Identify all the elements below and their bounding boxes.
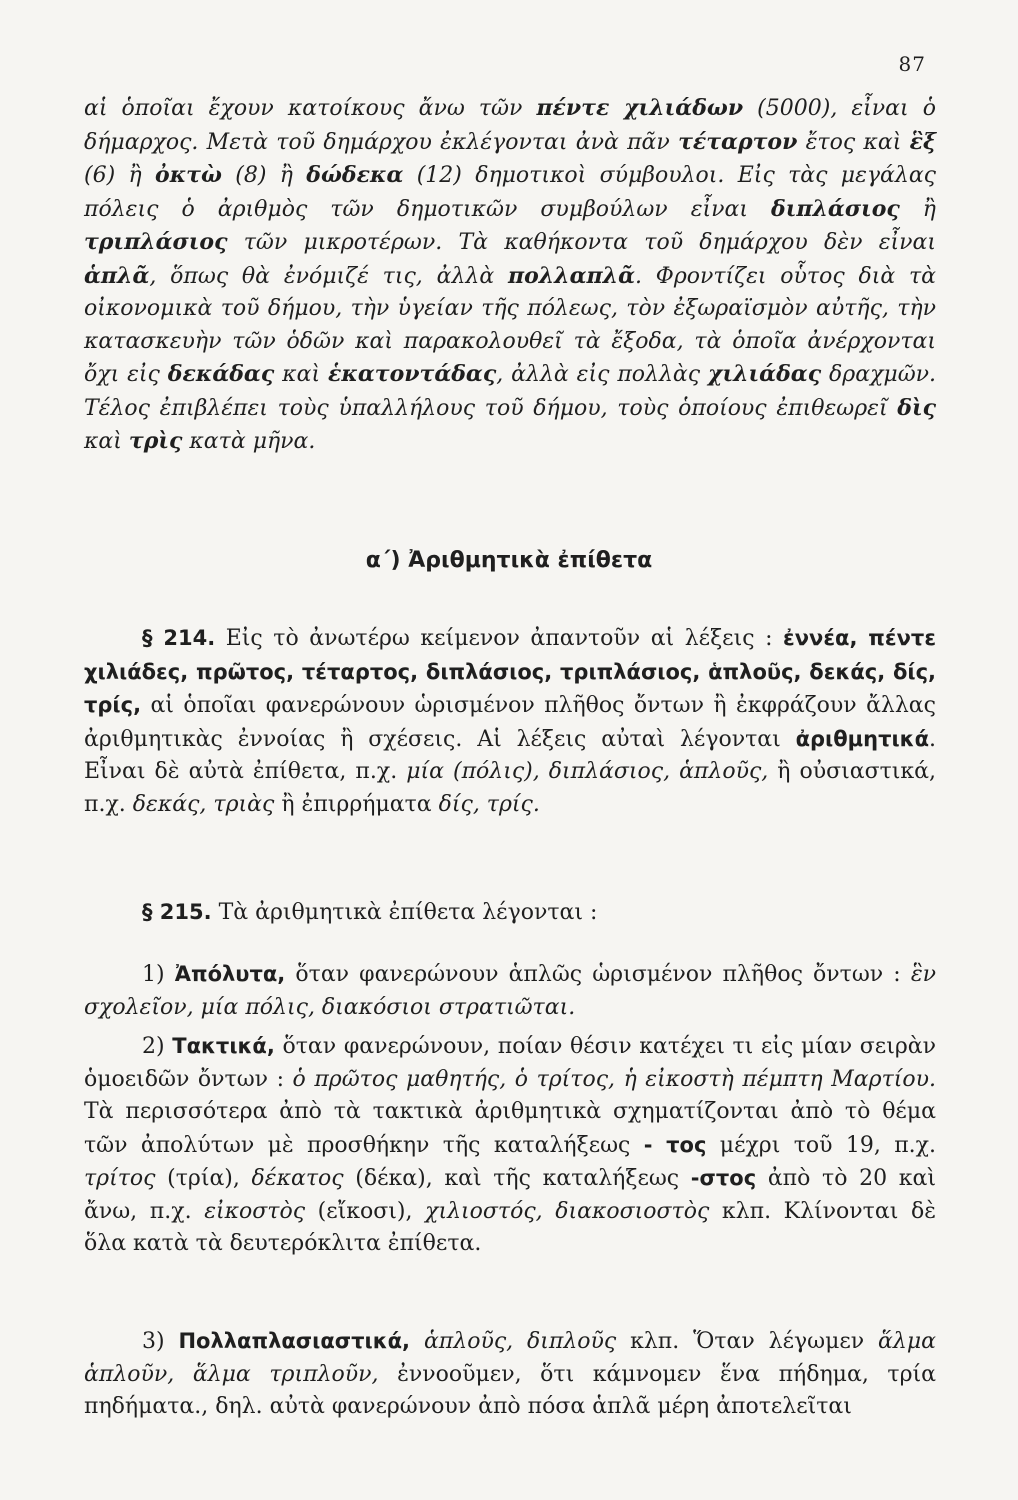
text-run: ἢ xyxy=(899,196,936,222)
text-run: Τὰ ἀριθμητικὰ ἐπίθετα λέγονται : xyxy=(211,900,598,925)
text-run: (5000), εἶναι ὁ δήμαρχος. Μετὰ τοῦ δημάρχου ἐκλέγονται ἀνὰ πᾶν xyxy=(84,96,936,155)
emphasis-run: πέντε χιλιάδων xyxy=(536,95,744,121)
text-run: ἔτος καὶ xyxy=(797,129,910,155)
text-run: ἀπὸ τὸ 20 καὶ ἄνω, π.χ. xyxy=(84,1166,937,1224)
text-run: (12) δημοτικοὶ σύμβουλοι. Εἰς τὰς μεγάλας πόλεις ὁ ἀριθμὸς τῶν δημοτικῶν συμβούλων εἶναι xyxy=(84,163,936,222)
item-number: 1) xyxy=(142,962,175,987)
text-run: μέχρι τοῦ 19, π.χ. xyxy=(706,1132,936,1158)
bold-run: ἀριθμητικά xyxy=(795,726,929,751)
text-run: ἢ οὐσιαστικά, π.χ. xyxy=(84,759,937,817)
item-number: 2) xyxy=(142,1034,173,1059)
text-run: , ὅπως θὰ ἐνόμιζέ τις, ἀλλὰ xyxy=(149,263,508,289)
italic-run: ἅλμα ἁπλοῦν, ἅλμα τριπλοῦν, xyxy=(84,1329,936,1387)
emphasis-run: δεκάδας xyxy=(167,361,275,387)
emphasis-run: χιλιάδας xyxy=(708,361,822,387)
text-run: ἐννοοῦμεν, ὅτι κάμνομεν ἕνα πήδημα, τρία πηδήματα., δηλ. αὐτὰ φανερώνουν ἀπὸ πόσα ἁπλᾶ μέρη ἀποτελεῖται xyxy=(84,1361,936,1419)
italic-run: τρίτος xyxy=(84,1166,156,1191)
emphasis-run: δὶς xyxy=(897,394,936,421)
emphasis-run: πολλαπλᾶ xyxy=(507,262,635,289)
text-run: (6) ἢ xyxy=(84,163,156,188)
emphasis-run: τρὶς xyxy=(128,428,183,454)
italic-run: ἓν σχολεῖον, μία πόλις, διακόσιοι στρατιῶται. xyxy=(84,962,936,1020)
italic-run: δίς, τρίς. xyxy=(438,791,540,817)
italic-run: εἰκοστὸς xyxy=(204,1198,306,1224)
text-run: (τρία), xyxy=(155,1166,252,1191)
paragraph-mayor-duties xyxy=(84,92,936,459)
bold-run: Πολλαπλασιαστικά, xyxy=(178,1329,411,1353)
text-run xyxy=(410,1329,424,1354)
bold-run: -στος xyxy=(690,1166,757,1190)
text-run: (εἴκοσι), xyxy=(305,1198,426,1224)
text-run: Τὰ περισσότερα ἀπὸ τὰ τακτικὰ ἀριθμητικὰ σχηματίζονται ἀπὸ τὸ θέμα τῶν ἀπολύτων μὲ προσθήκην τῆς καταλήξεως xyxy=(84,1099,936,1158)
italic-run: δέκατος xyxy=(251,1166,344,1191)
text-run: ὅταν φανερώνουν, ποίαν θέσιν κατέχει τι εἰς μίαν σειρὰν ὁμοειδῶν ὄντων : xyxy=(84,1034,936,1092)
section-number: § 215. xyxy=(142,900,212,924)
section-number: § 214. xyxy=(142,626,216,650)
text-run: τῶν μικροτέρων. Τὰ καθήκοντα τοῦ δημάρχου δὲν εἶναι xyxy=(227,230,936,255)
text-run: κλπ. Ὅταν λέγωμεν xyxy=(616,1329,879,1354)
emphasis-run: ὀκτὼ xyxy=(155,162,222,188)
text-run: Εἰς τὸ ἀνωτέρω κείμενον ἀπαντοῦν αἱ λέξεις : xyxy=(215,626,784,651)
emphasis-run: ἑκατοντάδας xyxy=(327,361,497,387)
italic-run: ὁ πρῶτος μαθητής, ὁ τρίτος, ἡ εἰκοστὴ πέμπτη Μαρτίου. xyxy=(292,1066,936,1092)
bold-run: - τος xyxy=(643,1132,707,1157)
text-run: ἢ ἐπιρρήματα xyxy=(274,791,439,817)
paragraph-214 xyxy=(84,622,936,821)
emphasis-run: τριπλάσιος xyxy=(84,229,228,255)
paragraph-215 xyxy=(84,896,936,930)
italic-run: μία (πόλις), διπλάσιος, ἁπλοῦς, xyxy=(406,759,769,784)
italic-run: δεκάς, τριὰς xyxy=(132,791,275,817)
paragraph-cardinal xyxy=(84,958,936,1024)
text-run: ὅταν φανερώνουν ἁπλῶς ὡρισμένον πλῆθος ὄντων : xyxy=(285,962,911,987)
bold-run: Ἀπόλυτα, xyxy=(174,962,286,986)
emphasis-run: ἁπλᾶ xyxy=(84,262,150,289)
emphasis-run: ἓξ xyxy=(909,128,936,155)
emphasis-run: διπλάσιος xyxy=(771,195,900,222)
item-number: 3) xyxy=(142,1329,179,1354)
italic-run: χιλιοστός, διακοσιοστὸς xyxy=(425,1198,710,1224)
emphasis-run: τέταρτον xyxy=(678,128,798,155)
paragraph-multiplicative xyxy=(84,1325,936,1424)
text-run: κατὰ μῆνα. xyxy=(182,429,316,454)
text-run: κλπ. Κλίνονται δὲ ὅλα κατὰ τὰ δευτερόκλιτα ἐπίθετα. xyxy=(84,1198,936,1256)
text-run: αἱ ὁποῖαι ἔχουν κατοίκους ἄνω τῶν xyxy=(84,96,537,121)
text-run: καὶ xyxy=(274,362,328,387)
bold-run: Τακτικά, xyxy=(172,1034,275,1058)
text-run: αἱ ὁποῖαι φανερώνουν ὡρισμένον πλῆθος ὄντων ἢ ἐκφράζουν ἄλλας ἀριθμητικὰς ἐννοίας ἢ σχέσεις. Αἱ λέξεις αὐταὶ λέγονται xyxy=(84,693,936,752)
bold-run: ἐννέα, πέντε χιλιάδες, πρῶτος, τέταρτος, διπλάσιος, τριπλάσιος, ἁπλοῦς, δεκάς, δίς, τρίς, xyxy=(84,626,937,717)
text-run: δραχμῶν. Τέλος ἐπιβλέπει τοὺς ὑπαλλήλους τοῦ δήμου, τοὺς ὁποίους ἐπιθεωρεῖ xyxy=(84,362,937,421)
section-heading: α΄) Ἀριθμητικὰ ἐπίθετα xyxy=(365,548,653,573)
text-run: (δέκα), καὶ τῆς καταλήξεως xyxy=(343,1166,691,1191)
text-run: καὶ xyxy=(84,429,129,454)
text-run: (8) ἢ xyxy=(221,163,307,188)
text-run: , ἀλλὰ εἰς πολλὰς xyxy=(496,362,708,387)
page-number: 87 xyxy=(898,52,926,76)
emphasis-run: δώδεκα xyxy=(306,162,404,188)
text-run: . Εἶναι δὲ αὐτὰ ἐπίθετα, π.χ. xyxy=(84,726,936,784)
italic-run: ἁπλοῦς, διπλοῦς xyxy=(423,1329,617,1354)
text-run: . Φροντίζει οὗτος διὰ τὰ οἰκονομικὰ τοῦ δήμου, τὴν ὑγείαν τῆς πόλεως, τὸν ἐξωραϊσμὸν αὐτῆς, τὴν κατασκευὴν τῶν ὁδῶν καὶ παρακολουθεῖ τὰ ἔξοδα, τὰ ὁποῖα ἀνέρχονται ὄχι εἰς xyxy=(84,263,936,387)
paragraph-ordinal xyxy=(84,1030,936,1261)
